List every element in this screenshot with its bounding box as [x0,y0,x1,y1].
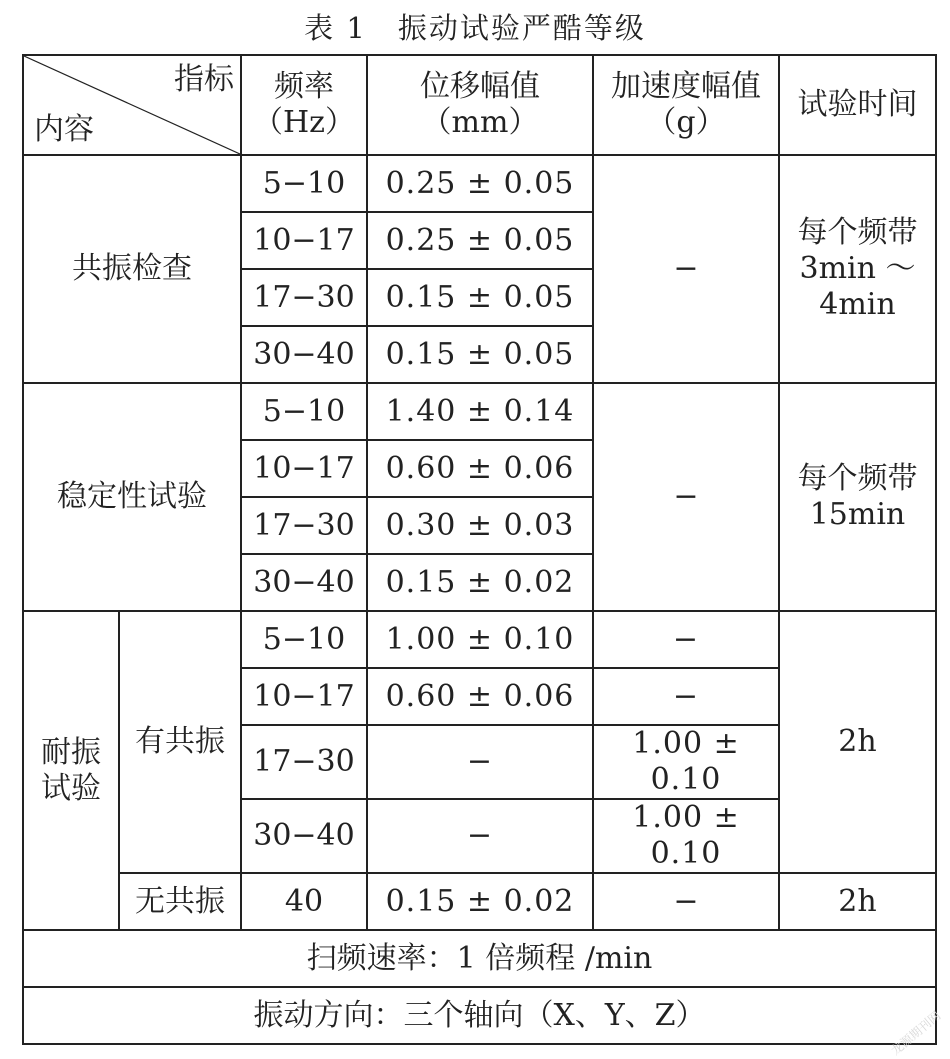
disp-cell: 0.60 ± 0.06 [367,440,593,497]
accel-cell: − [593,668,779,725]
freq-cell: 10−17 [241,668,367,725]
time-line: 4min [819,287,896,322]
freq-cell: 5−10 [241,611,367,668]
freq-header-unit: （Hz） [253,105,355,140]
disp-cell: − [367,725,593,799]
accel-cell: − [593,611,779,668]
watermark: 龙源期刊网 [888,1008,944,1058]
accel-header-unit: （g） [646,105,726,140]
sweep-rate-note: 扫频速率：1 倍频程 /min [23,930,936,987]
footer-row [23,930,936,987]
disp-cell: 1.00 ± 0.10 [367,611,593,668]
footer-row [23,987,936,1044]
disp-header-unit: （mm） [421,105,539,140]
disp-cell: 1.40 ± 0.14 [367,383,593,440]
disp-cell: 0.15 ± 0.05 [367,326,593,383]
disp-cell: 0.30 ± 0.03 [367,497,593,554]
table-title: 表 1 振动试验严酷等级 [304,11,646,45]
disp-cell: 0.25 ± 0.05 [367,212,593,269]
freq-cell: 17−30 [241,497,367,554]
table-row [23,873,936,930]
freq-header-label: 频率 [274,69,334,104]
resonance-check-label: 共振检查 [23,155,241,383]
stability-test-label: 稳定性试验 [23,383,241,611]
accel-header [593,55,779,155]
content-label: 内容 [34,112,94,147]
accel-header-label: 加速度幅值 [611,69,761,104]
disp-cell: 0.60 ± 0.06 [367,668,593,725]
table-row [23,383,936,440]
freq-cell: 30−40 [241,799,367,873]
freq-cell: 5−10 [241,155,367,212]
freq-cell: 30−40 [241,554,367,611]
freq-cell: 10−17 [241,440,367,497]
freq-cell: 5−10 [241,383,367,440]
accel-cell: − [593,383,779,611]
table-row [23,155,936,212]
header-row [23,55,936,155]
freq-cell: 17−30 [241,725,367,799]
accel-cell: − [593,873,779,930]
no-resonance-label: 无共振 [119,873,241,930]
freq-cell: 10−17 [241,212,367,269]
table-row [23,611,936,668]
time-line: 3min ～ [799,251,916,286]
time-cell [779,155,936,383]
time-cell: 2h [779,873,936,930]
disp-cell: 0.15 ± 0.02 [367,554,593,611]
freq-cell: 40 [241,873,367,930]
with-resonance-label: 有共振 [119,611,241,873]
freq-cell: 30−40 [241,326,367,383]
time-cell: 2h [779,611,936,873]
indicator-label: 指标 [174,62,234,97]
time-cell [779,383,936,611]
time-line: 每个频带 [797,461,918,496]
endurance-label-line: 耐振 [41,734,101,770]
disp-cell: 0.15 ± 0.05 [367,269,593,326]
endurance-test-label [23,611,119,930]
time-line: 每个频带 [797,215,918,250]
accel-cell: − [593,155,779,383]
freq-header [241,55,367,155]
corner-header-cell [23,55,241,155]
disp-header [367,55,593,155]
vibration-severity-table [22,54,937,1045]
accel-cell: 1.00 ± 0.10 [593,725,779,799]
vibration-direction-note: 振动方向：三个轴向（X、Y、Z） [23,987,936,1044]
time-line: 15min [809,497,906,532]
time-header: 试验时间 [779,55,936,155]
disp-cell: 0.25 ± 0.05 [367,155,593,212]
disp-header-label: 位移幅值 [420,69,540,104]
disp-cell: − [367,799,593,873]
disp-cell: 0.15 ± 0.02 [367,873,593,930]
endurance-label-line: 试验 [41,770,101,806]
accel-cell: 1.00 ± 0.10 [593,799,779,873]
freq-cell: 17−30 [241,269,367,326]
